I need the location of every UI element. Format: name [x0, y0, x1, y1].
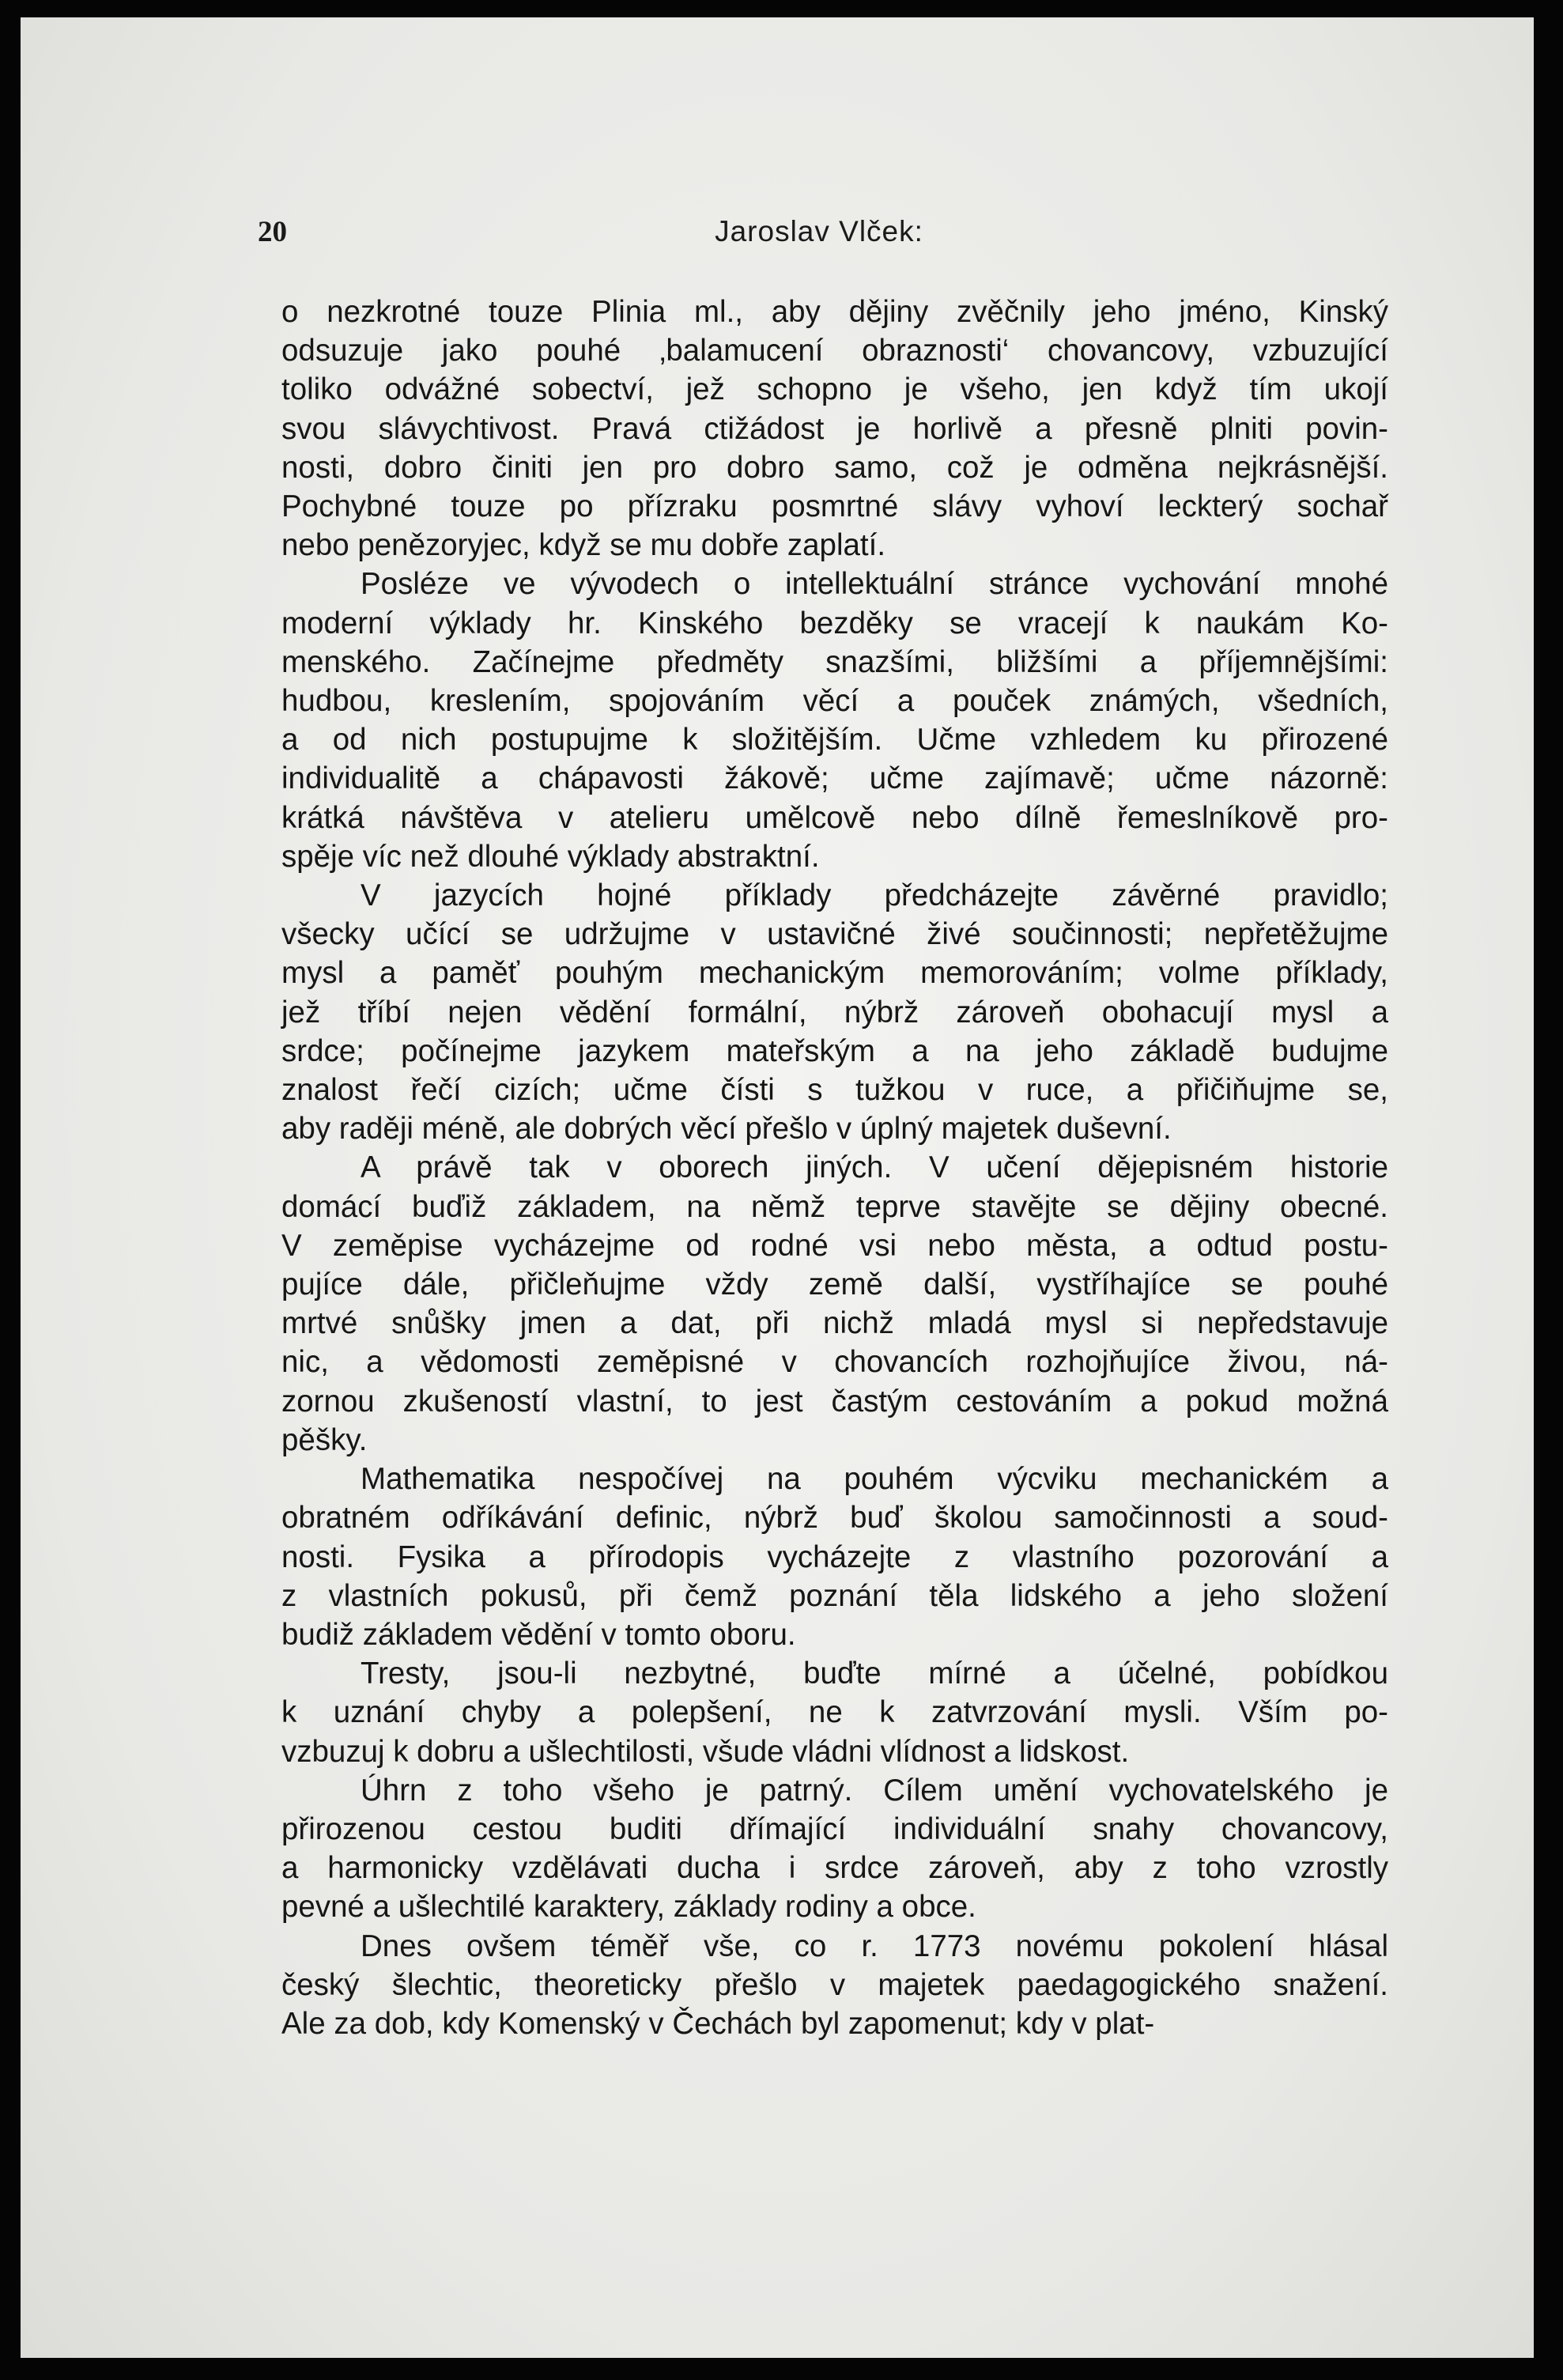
paragraph: [281, 1148, 1388, 1460]
text-line: Tresty, jsou-li nezbytné, buďte mírné a účelné, pobídkou: [361, 1657, 1388, 1691]
text-line: z vlastních pokusů, při čemž poznání těla lidského a jeho složení: [281, 1578, 1388, 1613]
body-text: [281, 293, 1388, 2043]
text-line: aby raději méně, ale dobrých věcí přešlo v úplný majetek duševní.: [281, 1112, 1172, 1147]
paragraph: [281, 1654, 1388, 1771]
text-line: Úhrn z toho všeho je patrný. Cílem umění vychovatelského je: [361, 1773, 1388, 1808]
text-line: nosti. Fysika a přírodopis vycházejte z vlastního pozorování a: [281, 1539, 1388, 1574]
text-line: nosti, dobro činiti jen pro dobro samo, což je odměna nejkrásnější.: [281, 450, 1388, 485]
book-page: [21, 17, 1534, 2358]
text-line: Posléze ve vývodech o intellektuální stránce vychování mnohé: [361, 567, 1388, 602]
text-line: všecky učící se udržujme v ustavičné živé součinnosti; nepřetěžujme: [281, 917, 1388, 952]
text-line: jež tříbí nejen vědění formální, nýbrž zároveň obohacují mysl a: [281, 995, 1388, 1029]
text-line: nebo penězoryjec, když se mu dobře zaplatí.: [281, 528, 886, 563]
text-line: svou slávychtivost. Pravá ctižádost je horlivě a přesně plniti povin-: [281, 411, 1388, 446]
paragraph: [281, 1460, 1388, 1654]
text-line: moderní výklady hr. Kinského bezděky se vracejí k naukám Ko-: [281, 606, 1388, 640]
text-line: hudbou, kreslením, spojováním věcí a pouček známých, všedních,: [281, 684, 1388, 719]
text-line: a harmonicky vzdělávati ducha i srdce zároveň, aby z toho vzrostly: [281, 1851, 1388, 1886]
text-line: o nezkrotné touze Plinia ml., aby dějiny zvěčnily jeho jméno, Kinský: [281, 295, 1388, 329]
text-line: domácí buďiž základem, na němž teprve stavějte se dějiny obecné.: [281, 1189, 1388, 1224]
text-line: spěje víc než dlouhé výklady abstraktní.: [281, 839, 820, 874]
page-header: [258, 215, 1380, 266]
running-head: Jaroslav Vlček:: [715, 215, 923, 247]
text-line: Pochybné touze po přízraku posmrtné slávy vyhoví leckterý sochař: [281, 489, 1388, 524]
text-line: V zeměpise vycházejme od rodné vsi nebo města, a odtud postu-: [281, 1228, 1388, 1263]
text-line: Mathematika nespočívej na pouhém výcviku mechanickém a: [361, 1462, 1388, 1497]
page-number: 20: [258, 216, 287, 248]
text-line: nic, a vědomosti zeměpisné v chovancích rozhojňujíce živou, ná-: [281, 1345, 1388, 1380]
text-line: k uznání chyby a polepšení, ne k zatvrzování mysli. Vším po-: [281, 1695, 1388, 1730]
paragraph: [281, 1771, 1388, 1927]
text-line: český šlechtic, theoreticky přešlo v majetek paedagogického snažení.: [281, 1967, 1388, 2002]
text-line: znalost řečí cizích; učme čísti s tužkou v ruce, a přičiňujme se,: [281, 1073, 1388, 1108]
paragraph: [281, 565, 1388, 876]
text-line: budiž základem vědění v tomto oboru.: [281, 1617, 796, 1652]
text-line: A právě tak v oborech jiných. V učení dějepisném historie: [361, 1150, 1388, 1185]
text-line: odsuzuje jako pouhé ‚balamucení obraznosti‘ chovancovy, vzbuzující: [281, 334, 1388, 368]
paragraph: [281, 1927, 1388, 2044]
text-line: vzbuzuj k dobru a ušlechtilosti, všude vládni vlídnost a lidskost.: [281, 1734, 1130, 1769]
text-line: pěšky.: [281, 1422, 368, 1457]
text-line: pevné a ušlechtilé karaktery, základy rodiny a obce.: [281, 1890, 976, 1925]
text-line: pujíce dále, přičleňujme vždy země další, vystříhajíce se pouhé: [281, 1267, 1388, 1302]
text-line: individualitě a chápavosti žákově; učme zajímavě; učme názorně:: [281, 761, 1388, 796]
text-line: Ale za dob, kdy Komenský v Čechách byl zapomenut; kdy v plat-: [281, 2006, 1155, 2041]
text-line: Dnes ovšem téměř vše, co r. 1773 novému pokolení hlásal: [361, 1929, 1388, 1963]
paragraph: [281, 876, 1388, 1148]
text-line: zornou zkušeností vlastní, to jest častým cestováním a pokud možná: [281, 1384, 1388, 1419]
text-line: krátká návštěva v atelieru umělcově nebo dílně řemeslníkově pro-: [281, 800, 1388, 835]
text-line: menského. Začínejme předměty snazšími, bližšími a příjemnějšími:: [281, 644, 1388, 679]
text-line: V jazycích hojné příklady předcházejte závěrné pravidlo;: [361, 878, 1388, 913]
text-line: srdce; počínejme jazykem mateřským a na jeho základě budujme: [281, 1033, 1388, 1068]
text-line: obratném odříkávání definic, nýbrž buď školou samočinnosti a soud-: [281, 1501, 1388, 1536]
paragraph: [281, 293, 1388, 565]
text-line: a od nich postupujme k složitějším. Učme vzhledem ku přirozené: [281, 723, 1388, 757]
text-line: toliko odvážné sobectví, jež schopno je všeho, jen když tím ukojí: [281, 372, 1388, 407]
text-line: mrtvé snůšky jmen a dat, při nichž mladá mysl si nepředstavuje: [281, 1306, 1388, 1341]
text-line: přirozenou cestou buditi dřímající individuální snahy chovancovy,: [281, 1811, 1388, 1846]
text-line: mysl a paměť pouhým mechanickým memorováním; volme příklady,: [281, 956, 1388, 991]
